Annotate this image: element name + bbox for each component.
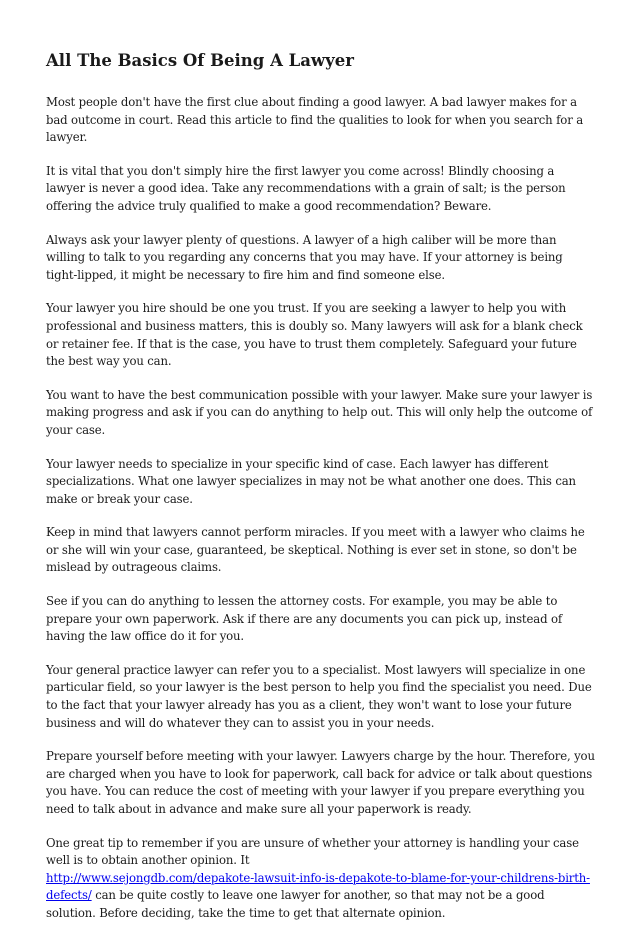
paragraph-1: Most people don't have the first clue about finding a good lawyer. A bad lawyer makes for a bad outcome in court. Read this article to find the qualities to look for when you search for a lawyer. (46, 95, 584, 145)
paragraph-10: Prepare yourself before meeting with your lawyer. Lawyers charge by the hour. Therefore, you are charged when you have to look for paperwork, call back for advice or talk about questions you have. You can reduce the cost of meeting with your lawyer if you prepare everything you need to talk about in advance and make sure all your paperwork is ready. (46, 749, 595, 816)
paragraph-5: You want to have the best communication possible with your lawyer. Make sure your lawyer is making progress and ask if you can do anything to help out. This will only help the outcome of your case. (46, 387, 593, 437)
paragraph-11-before-link: One great tip to remember if you are unsure of whether your attorney is handling your case well is to obtain another opinion. It (46, 835, 579, 868)
paragraph-11-after-link: can be quite costly to leave one lawyer for another, so that may not be a good solution. Before deciding, take the time to get that alternate opinion. (46, 888, 545, 920)
paragraph-4: Your lawyer you hire should be one you trust. If you are seeking a lawyer to help you with professional and business matters, this is doubly so. Many lawyers will ask for a blank check or retainer fee. If that is the case, you have to trust them completely. Safeguard your future the best way you can. (46, 301, 583, 369)
paragraph-3: Always ask your lawyer plenty of questions. A lawyer of a high caliber will be more than willing to talk to you regarding any concerns that you may have. If your attorney is being tight-lipped, it might be necessary to fire him and find someone else. (46, 232, 563, 282)
paragraph-11 (46, 835, 596, 923)
paragraph-2: It is vital that you don't simply hire the first lawyer you come across! Blindly choosing a lawyer is never a good idea. Take any recommendations with a grain of salt; is the person offering the advice truly qualified to make a good recommendation? Beware. (46, 163, 566, 213)
birth-defects-link[interactable]: http://www.sejongdb.com/depakote-lawsuit-info-is-depakote-to-blame-for-your-childrens-birth-defects/ (46, 870, 590, 903)
paragraph-6: Your lawyer needs to specialize in your specific kind of case. Each lawyer has different specializations. What one lawyer specializes in may not be what another one does. This can make or break your case. (46, 456, 576, 506)
paragraph-8: See if you can do anything to lessen the attorney costs. For example, you may be able to prepare your own paperwork. Ask if there are any documents you can pick up, instead of having the law office do it for you. (46, 594, 563, 644)
paragraph-7: Keep in mind that lawyers cannot perform miracles. If you meet with a lawyer who claims he or she will win your case, guaranteed, be skeptical. Nothing is ever set in stone, so don't be mislead by outrageous claims. (46, 525, 585, 575)
document-page (46, 50, 596, 939)
paragraph-9: Your general practice lawyer can refer you to a specialist. Most lawyers will specialize in one particular field, so your lawyer is the best person to help you find the specialist you need. Due to the fact that your lawyer already has you as a client, they won't want to lose your future business and will do whatever they can to assist you in your needs. (46, 662, 592, 730)
document-title: All The Basics Of Being A Lawyer (46, 51, 354, 70)
